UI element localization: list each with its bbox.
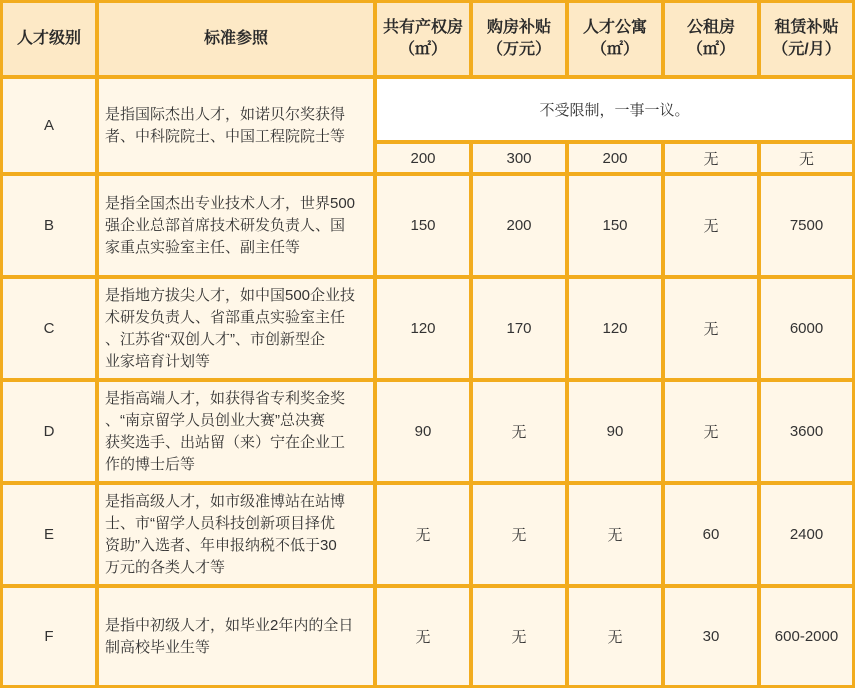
row-c-desc-line: 、江苏省“双创人才”、市创新型企 [105,330,325,348]
header-purchase-subsidy [473,3,565,75]
row-f-public-text: 30 [702,628,720,645]
row-a-level-text: A [43,117,54,134]
row-f-shared-text: 无 [415,629,431,646]
row-d-desc-line: 作的博士后等 [105,455,196,473]
row-b-rent-text: 7500 [789,217,824,234]
row-c-rent-text: 6000 [789,320,824,337]
row-a-public-text: 无 [703,150,719,168]
row-a-subsidy [473,144,565,172]
row-b-apartment-text: 150 [602,217,628,234]
row-d-rent-text: 3600 [789,423,824,440]
row-c-desc-line: 业家培育计划等 [105,352,211,370]
header-apartment-line1: 人才公寓 [582,19,647,36]
row-a-desc-line: 是指国际杰出人才，如诺贝尔奖获得 [105,105,346,123]
row-f-public [665,588,757,685]
row-e-subsidy-text: 无 [511,527,527,544]
row-c-subsidy-text: 170 [506,320,532,337]
row-d-public-text: 无 [703,424,719,441]
row-a-note [377,79,852,140]
row-b-desc-line: 强企业总部首席技术研发负责人、国 [105,216,346,234]
row-c-level [3,279,95,378]
row-f-rent [761,588,852,685]
row-e-desc-line: 资助”入选者、年申报纳税不低于30 [105,536,337,554]
header-subsidy-line2: （万元） [486,41,551,58]
row-a-apartment [569,144,661,172]
header-level [3,3,95,75]
row-c-shared-text: 120 [410,320,436,337]
row-c-shared [377,279,469,378]
row-d-subsidy [473,382,565,481]
row-b-public [665,176,757,275]
row-e-rent-text: 2400 [789,526,824,543]
row-f-level [3,588,95,685]
row-e-level [3,485,95,584]
row-b-shared-text: 150 [410,217,436,234]
row-d-level-text: D [43,423,55,440]
header-rent-line2: （元/月） [772,41,841,58]
row-e-desc-line: 士、市“留学人员科技创新项目择优 [105,514,335,532]
row-b-level [3,176,95,275]
row-c-subsidy [473,279,565,378]
row-e-apartment-text: 无 [607,527,623,544]
header-shared-line1: 共有产权房 [382,19,463,36]
row-a-shared-text: 200 [410,149,436,167]
row-a-apartment-text: 200 [602,149,628,167]
row-d-shared-text: 90 [414,423,432,440]
row-b-subsidy-text: 200 [506,217,532,234]
header-shared-line2: （㎡） [398,41,447,58]
row-d-rent [761,382,852,481]
row-c-apartment [569,279,661,378]
row-f-desc-line: 是指中初级人才，如毕业2年内的全日 [105,616,354,634]
header-apartment-line2: （㎡） [590,41,639,58]
row-e-level-text: E [43,526,54,543]
row-f-level-text: F [44,628,54,645]
row-e-apartment [569,485,661,584]
row-d-level [3,382,95,481]
row-b-desc-line: 家重点实验室主任、副主任等 [105,238,301,256]
row-c-level-text: C [43,320,55,337]
row-d-desc-line: 、“南京留学人员创业大赛”总决赛 [105,411,325,429]
header-standard [99,3,373,75]
row-a-note-text: 不受限制，一事一议。 [539,102,690,119]
row-d-public [665,382,757,481]
row-a-public [665,144,757,172]
row-f-rent-text: 600-2000 [774,628,839,645]
row-b-rent [761,176,852,275]
row-c-desc-line: 是指地方拔尖人才，如中国500企业技 [105,286,356,304]
header-public-line1: 公租房 [686,19,735,36]
row-a-rent [761,144,852,172]
row-b-shared [377,176,469,275]
row-c-public-text: 无 [703,321,719,338]
row-e-desc-line: 是指高级人才，如市级准博站在站博 [105,492,346,510]
row-b-level-text: B [43,217,54,234]
header-level-text: 人才级别 [16,30,81,47]
row-e-public [665,485,757,584]
row-a-subsidy-text: 300 [506,149,532,167]
row-e-shared [377,485,469,584]
row-c-rent [761,279,852,378]
row-e-rent [761,485,852,584]
row-b-apartment [569,176,661,275]
row-e-public-text: 60 [702,526,720,543]
header-talent-apartment [569,3,661,75]
row-c-apartment-text: 120 [602,320,628,337]
row-f-subsidy [473,588,565,685]
header-rent-subsidy [761,3,852,75]
row-e-subsidy [473,485,565,584]
row-d-standard [99,382,373,481]
row-c-desc-line: 术研发负责人、省部重点实验室主任 [105,308,346,326]
row-a-desc-line: 者、中科院院士、中国工程院院士等 [105,127,346,145]
row-b-public-text: 无 [703,218,719,235]
row-f-shared [377,588,469,685]
row-d-apartment [569,382,661,481]
header-public-rental [665,3,757,75]
row-e-standard [99,485,373,584]
row-e-desc-line: 万元的各类人才等 [105,558,226,576]
row-f-subsidy-text: 无 [511,629,527,646]
row-b-subsidy [473,176,565,275]
row-a-rent-text: 无 [798,150,814,168]
row-c-public [665,279,757,378]
row-a-level [3,79,95,172]
header-shared-property [377,3,469,75]
header-standard-text: 标准参照 [203,30,268,47]
row-a-standard [99,79,373,172]
row-d-desc-line: 是指高端人才，如获得省专利奖金奖 [105,389,346,407]
row-c-standard [99,279,373,378]
row-a-shared [377,144,469,172]
row-b-desc-line: 是指全国杰出专业技术人才，世界500 [105,194,356,212]
header-public-line2: （㎡） [686,41,735,58]
row-e-shared-text: 无 [415,527,431,544]
row-f-desc-line: 制高校毕业生等 [105,638,211,656]
row-d-desc-line: 获奖选手、出站留（来）宁在企业工 [105,433,346,451]
row-f-apartment-text: 无 [607,629,623,646]
row-f-apartment [569,588,661,685]
row-d-shared [377,382,469,481]
row-d-apartment-text: 90 [606,423,624,440]
row-b-standard [99,176,373,275]
row-f-standard [99,588,373,685]
header-subsidy-line1: 购房补贴 [486,19,551,36]
row-d-subsidy-text: 无 [511,424,527,441]
header-rent-line1: 租赁补贴 [774,19,839,36]
